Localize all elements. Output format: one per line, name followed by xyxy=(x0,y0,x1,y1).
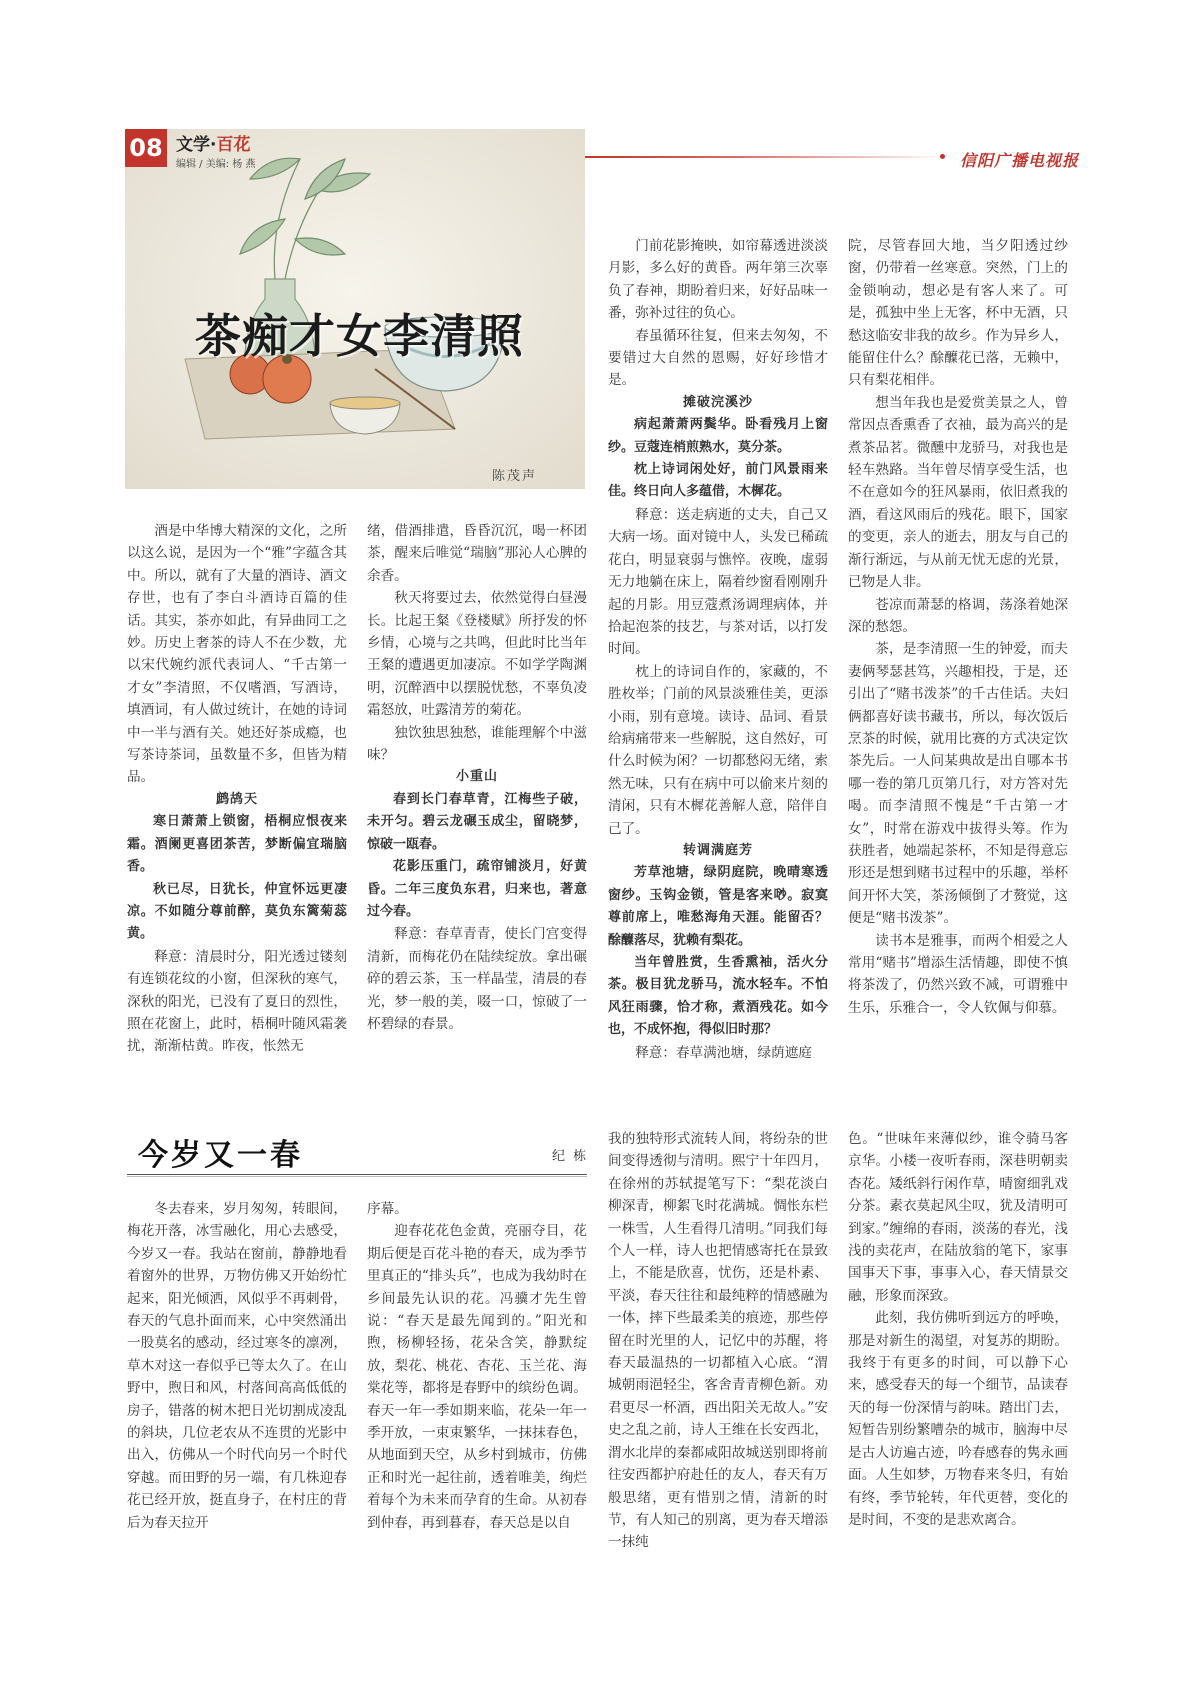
poem-verse: 枕上诗词闲处好，前门风景雨来佳。终日向人多蕴借，木樨花。 xyxy=(608,462,828,500)
poem-title: 摊破浣溪沙 xyxy=(682,394,753,410)
poem-verse: 病起萧萧两鬓华。卧看残月上窗纱。豆蔻连梢煎熟水，莫分茶。 xyxy=(608,417,828,455)
paragraph: 枕上的诗词自作的，家藏的，不胜枚举；门前的风景淡雅佳美，更添小雨，别有意境。读诗、品词、看景给病痛带来一些解脱，这自然好，可什么时候为闲？一切都愁闷无绪，索然无味，只有在病中可以偷来片刻的清闲，只有木樨花善解人意，陪伴自己了。 xyxy=(608,663,828,837)
article1-column-1 xyxy=(127,520,347,1058)
paragraph-continued: 院，尽管春回大地，当夕阳透过纱窗，仍带着一丝寒意。突然，门上的金锁响动，想必是有客人来了。可是，孤独中坐上无客，杯中无酒，只愁这临安非我的故乡。作为异乡人，能留住什么？酴醾花已落，无赖中，只有梨花相伴。 xyxy=(848,238,1068,389)
article1-column-4 xyxy=(848,235,1068,1019)
paper-name: 信阳广播电视报 xyxy=(960,151,1080,170)
poem-verse: 春到长门春草青，江梅些子破，未开匀。碧云龙碾玉成尘，留晓梦，惊破一瓯春。 xyxy=(367,791,587,852)
header-dot xyxy=(940,154,945,159)
poem-title: 转调满庭芳 xyxy=(682,842,753,858)
header-rule xyxy=(585,156,945,158)
article1-title: 茶痴才女李清照 xyxy=(195,309,524,363)
paragraph: 茶，是李清照一生的钟爱，而夫妻俩琴瑟甚笃，兴趣相投，于是，还引出了“赌书泼茶”的千古佳话。夫妇俩都喜好读书藏书，所以，每次饭后烹茶的时候，就用比赛的方式决定饮茶先后。一人问某典故是出自哪本书哪一卷的第几页第几行，对方答对先喝。而李清照不愧是“千古第一才女”，时常在游戏中拔得头筹。作为获胜者，她端起茶杯，不知是得意忘形还是想到赌书过程中的乐趣，举杯间开怀大笑，茶汤倾倒了才赘觉，这便是“赌书泼茶”。 xyxy=(848,641,1068,927)
paragraph: 秋天将要过去，依然觉得白昼漫长。比起王粲《登楼赋》所抒发的怀乡情，心境与之共鸣，但此时比当年王粲的遭遇更加凄凉。不如学学陶渊明，沉醉酒中以摆脱忧愁，不辜负凌霜怒放，吐露清芳的菊花。 xyxy=(367,590,587,719)
paragraph: 读书本是雅事，而两个相爱之人常用“赌书”增添生活情趣，即使不慎将茶泼了，仍然兴致不减，可谓雅中生乐，乐雅合一，令人钦佩与仰慕。 xyxy=(848,932,1068,1016)
article2-title-rule-accent xyxy=(127,1176,587,1177)
paragraph: 酒是中华博大精深的文化，之所以这么说，是因为一个“雅”字蕴含其中。所以，就有了大量的酒诗、酒文存世，也有了李白斗酒诗百篇的佳话。其实，茶亦如此，有异曲同工之妙。历史上奢茶的诗人不在少数，尤以宋代婉约派代表词人、“千古第一才女”李清照，不仅嗜酒，写酒诗，填酒词，有人做过统计，在她的诗词中一半与酒有关。她还好茶成瘾，也写茶诗茶词，虽数量不多，但皆为精品。 xyxy=(127,523,347,786)
article2-column-1 xyxy=(127,1198,347,1534)
paragraph-continued: 序幕。 xyxy=(367,1201,408,1217)
paragraph: 门前花影掩映，如帘幕透进淡淡月影，多么好的黄昏。两年第三次辜负了春神，期盼着归来，好好品味一番，弥补过往的负心。 xyxy=(608,238,828,322)
paragraph: 迎春花花色金黄，亮丽夺目，花期后便是百花斗艳的春天，成为季节里真正的“排头兵”，也成为我幼时在乡间最先认识的花。冯骥才先生曾说：“春天是最先闻到的。”阳光和煦，杨柳轻扬，花朵含笑，静默绽放，梨花、桃花、杏花、玉兰花、海棠花等，都将是春野中的缤纷色调。春天一年一季如期来临，花朵一年一季开放，一束束繁华，一抹抹春色，从地面到天空，从乡村到城市，仿佛正和时光一起往前，透着唯美，绚烂着每个为未来而孕育的生命。从初春到仲春，再到暮春，春天总是以自 xyxy=(367,1223,587,1531)
paragraph-continued: 色。“世味年来薄似纱，谁令骑马客京华。小楼一夜听春雨，深巷明朝卖杏花。矮纸斜行闲作草，晴窗细乳戏分茶。素衣莫起风尘叹，犹及清明可到家。”缠绵的春雨，淡荡的春光，浅浅的卖花声，在陆放翁的笔下，家事国事天下事，事事入心，春天情景交融，形象而深致。 xyxy=(848,1131,1068,1304)
article2-author: 纪 栋 xyxy=(552,1149,589,1164)
poem-verse: 秋已尽，日犹长，仲宣怀远更凄凉。不如随分尊前醉，莫负东篱菊蕊黄。 xyxy=(127,881,347,942)
article1-column-3 xyxy=(608,235,828,1064)
paragraph: 此刻，我仿佛听到远方的呼唤，那是对新生的渴望，对复苏的期盼。我终于有更多的时间，可以静下心来，感受春天的每一个细节，品读春天的每一份深情与韵味。踏出门去，短暂告别纷繁嘈杂的城市，脑海中尽是古人访遍古迹，吟春感春的隽永画面。人生如梦，万物春来冬归，有始有终，季节轮转，年代更替，变化的是时间，不变的是悲欢离合。 xyxy=(848,1310,1068,1528)
paragraph-continued: 绪，借酒排遣，昏昏沉沉，喝一杯团茶，醒来后唯觉“瑞脑”那沁人心脾的余香。 xyxy=(367,523,587,584)
section-title xyxy=(176,130,250,155)
paragraph: 独饮独思独愁，谁能理解个中滋味？ xyxy=(367,724,587,764)
paragraph: 想当年我也是爱赏美景之人，曾常因点香熏香了衣袖，最为高兴的是煮茶品茗。微醺中龙骄马，对我也是轻车熟路。当年曾尽情享受生活，也不在意如今的狂风暴雨，依旧煮我的酒，看这风雨后的残花。眼下，国家的变更，亲人的逝去，朋友与自己的渐行渐远，与从前无忧无虑的光景，已物是人非。 xyxy=(848,394,1068,591)
article1-author: 陈茂声 xyxy=(492,469,538,484)
article2-title: 今岁又一春 xyxy=(138,1138,303,1173)
paragraph: 释意：送走病逝的丈夫，自己又大病一场。面对镜中人，头发已稀疏花白，明显衰弱与憔悴。夜晚，虚弱无力地躺在床上，隔着纱窗看刚刚升起的月影。用豆蔻煮汤调理病体，并拾起泡茶的技艺，与茶对话，以打发时间。 xyxy=(608,506,828,658)
article1-column-2 xyxy=(367,520,587,1035)
paragraph-continued: 我的独特形式流转人间，将纷杂的世间变得透彻与清明。熙宁十年四月，在徐州的苏轼提笔写下：“梨花淡白柳深青，柳絮飞时花满城。惆怅东栏一株雪，人生看得几清明。”同我们每个人一样，诗人也把情感寄托在景致上，不能是欣喜，忧伤，还是朴素、平淡，春天往往和最纯粹的情感融为一体，摔下些最柔美的痕迹，那些停留在时光里的人，记忆中的苏醒，将春天最温热的一切都植入心底。“渭城朝雨浥轻尘，客舍青青柳色新。劝君更尽一杯酒，西出阳关无故人。”安史之乱之前，诗人王维在长安西北，渭水北岸的秦都咸阳故城送别即将前往安西都护府赴任的友人，春天有万般思绪，更有惜别之情，清新的时节，有人知己的别离，更为春天增添一抹纯 xyxy=(608,1131,828,1551)
paragraph: 释意：春草青青，使长门宫变得清新，而梅花仍在陆续绽放。拿出碾碎的碧云茶，玉一样晶莹，清晨的春光，梦一般的美，啜一口，惊破了一杯碧绿的春景。 xyxy=(367,926,587,1032)
article2-title-rule xyxy=(127,1174,587,1175)
paragraph: 苍凉而萧瑟的格调，荡涤着她深深的愁怨。 xyxy=(848,596,1068,635)
paragraph: 释意：春草满池塘，绿荫遮庭 xyxy=(635,1044,812,1061)
poem-verse: 寒日萧萧上锁窗，梧桐应恨夜来霜。酒阑更喜团茶苦，梦断偏宜瑞脑香。 xyxy=(127,814,347,875)
poem-verse: 芳草池塘，绿阴庭院，晚晴寒透窗纱。玉钩金锁，管是客来唦。寂寞尊前席上，唯愁海角天涯。能留否？酴醾落尽，犹赖有梨花。 xyxy=(608,865,828,948)
paragraph: 冬去春来，岁月匆匆，转眼间，梅花开落，冰雪融化，用心去感受，今岁又一春。我站在窗前，静静地看着窗外的世界，万物仿佛又开始纷忙起来，阳光倾洒，风似乎不再刺骨，春天的气息扑面而来，心中突然涌出一股莫名的感动，经过寒冬的凛冽，草木对这一春似乎已等太久了。在山野中，煦日和风，村落间高高低低的房子，错落的树木把日光切割成凌乱的斜块，几位老农从不连贯的光影中出入，仿佛从一个时代向另一个时代穿越。而田野的另一端，有几株迎春花已经开放，挺直身子，在村庄的背后为春天拉开 xyxy=(127,1201,347,1531)
section-title-b: 百花 xyxy=(216,135,251,155)
section-title-a: 文学· xyxy=(176,135,217,155)
poem-verse: 当年曾胜赏，生香熏袖，活火分茶。极目犹龙骄马，流水轻车。不怕风狂雨骤，恰才称，煮酒残花。如今也，不成怀抱，得似旧时那？ xyxy=(608,955,828,1038)
article2-column-2 xyxy=(367,1198,587,1534)
article2-column-4 xyxy=(848,1128,1068,1531)
paragraph: 释意：清晨时分，阳光透过镂刻有连锁花纹的小窗，但深秋的寒气，深秋的阳光，已没有了夏日的烈性，照在花窗上，此时，梧桐叶随风霜袭扰，渐渐枯黄。昨夜，怅然无 xyxy=(127,948,347,1055)
poem-title: 小重山 xyxy=(455,769,498,785)
paragraph: 春虽循环往复，但来去匆匆，不要错过大自然的恩赐，好好珍惜才是。 xyxy=(608,327,828,389)
poem-verse: 花影压重门，疏帘铺淡月，好黄昏。二年三度负东君，归来也，著意过今春。 xyxy=(367,859,587,919)
article2-column-3 xyxy=(608,1128,828,1554)
page-number-badge: 08 xyxy=(125,129,167,167)
poem-title: 鹧鸪天 xyxy=(215,791,258,807)
editors-credit: 编辑 / 美编: 杨 燕 xyxy=(176,159,256,170)
